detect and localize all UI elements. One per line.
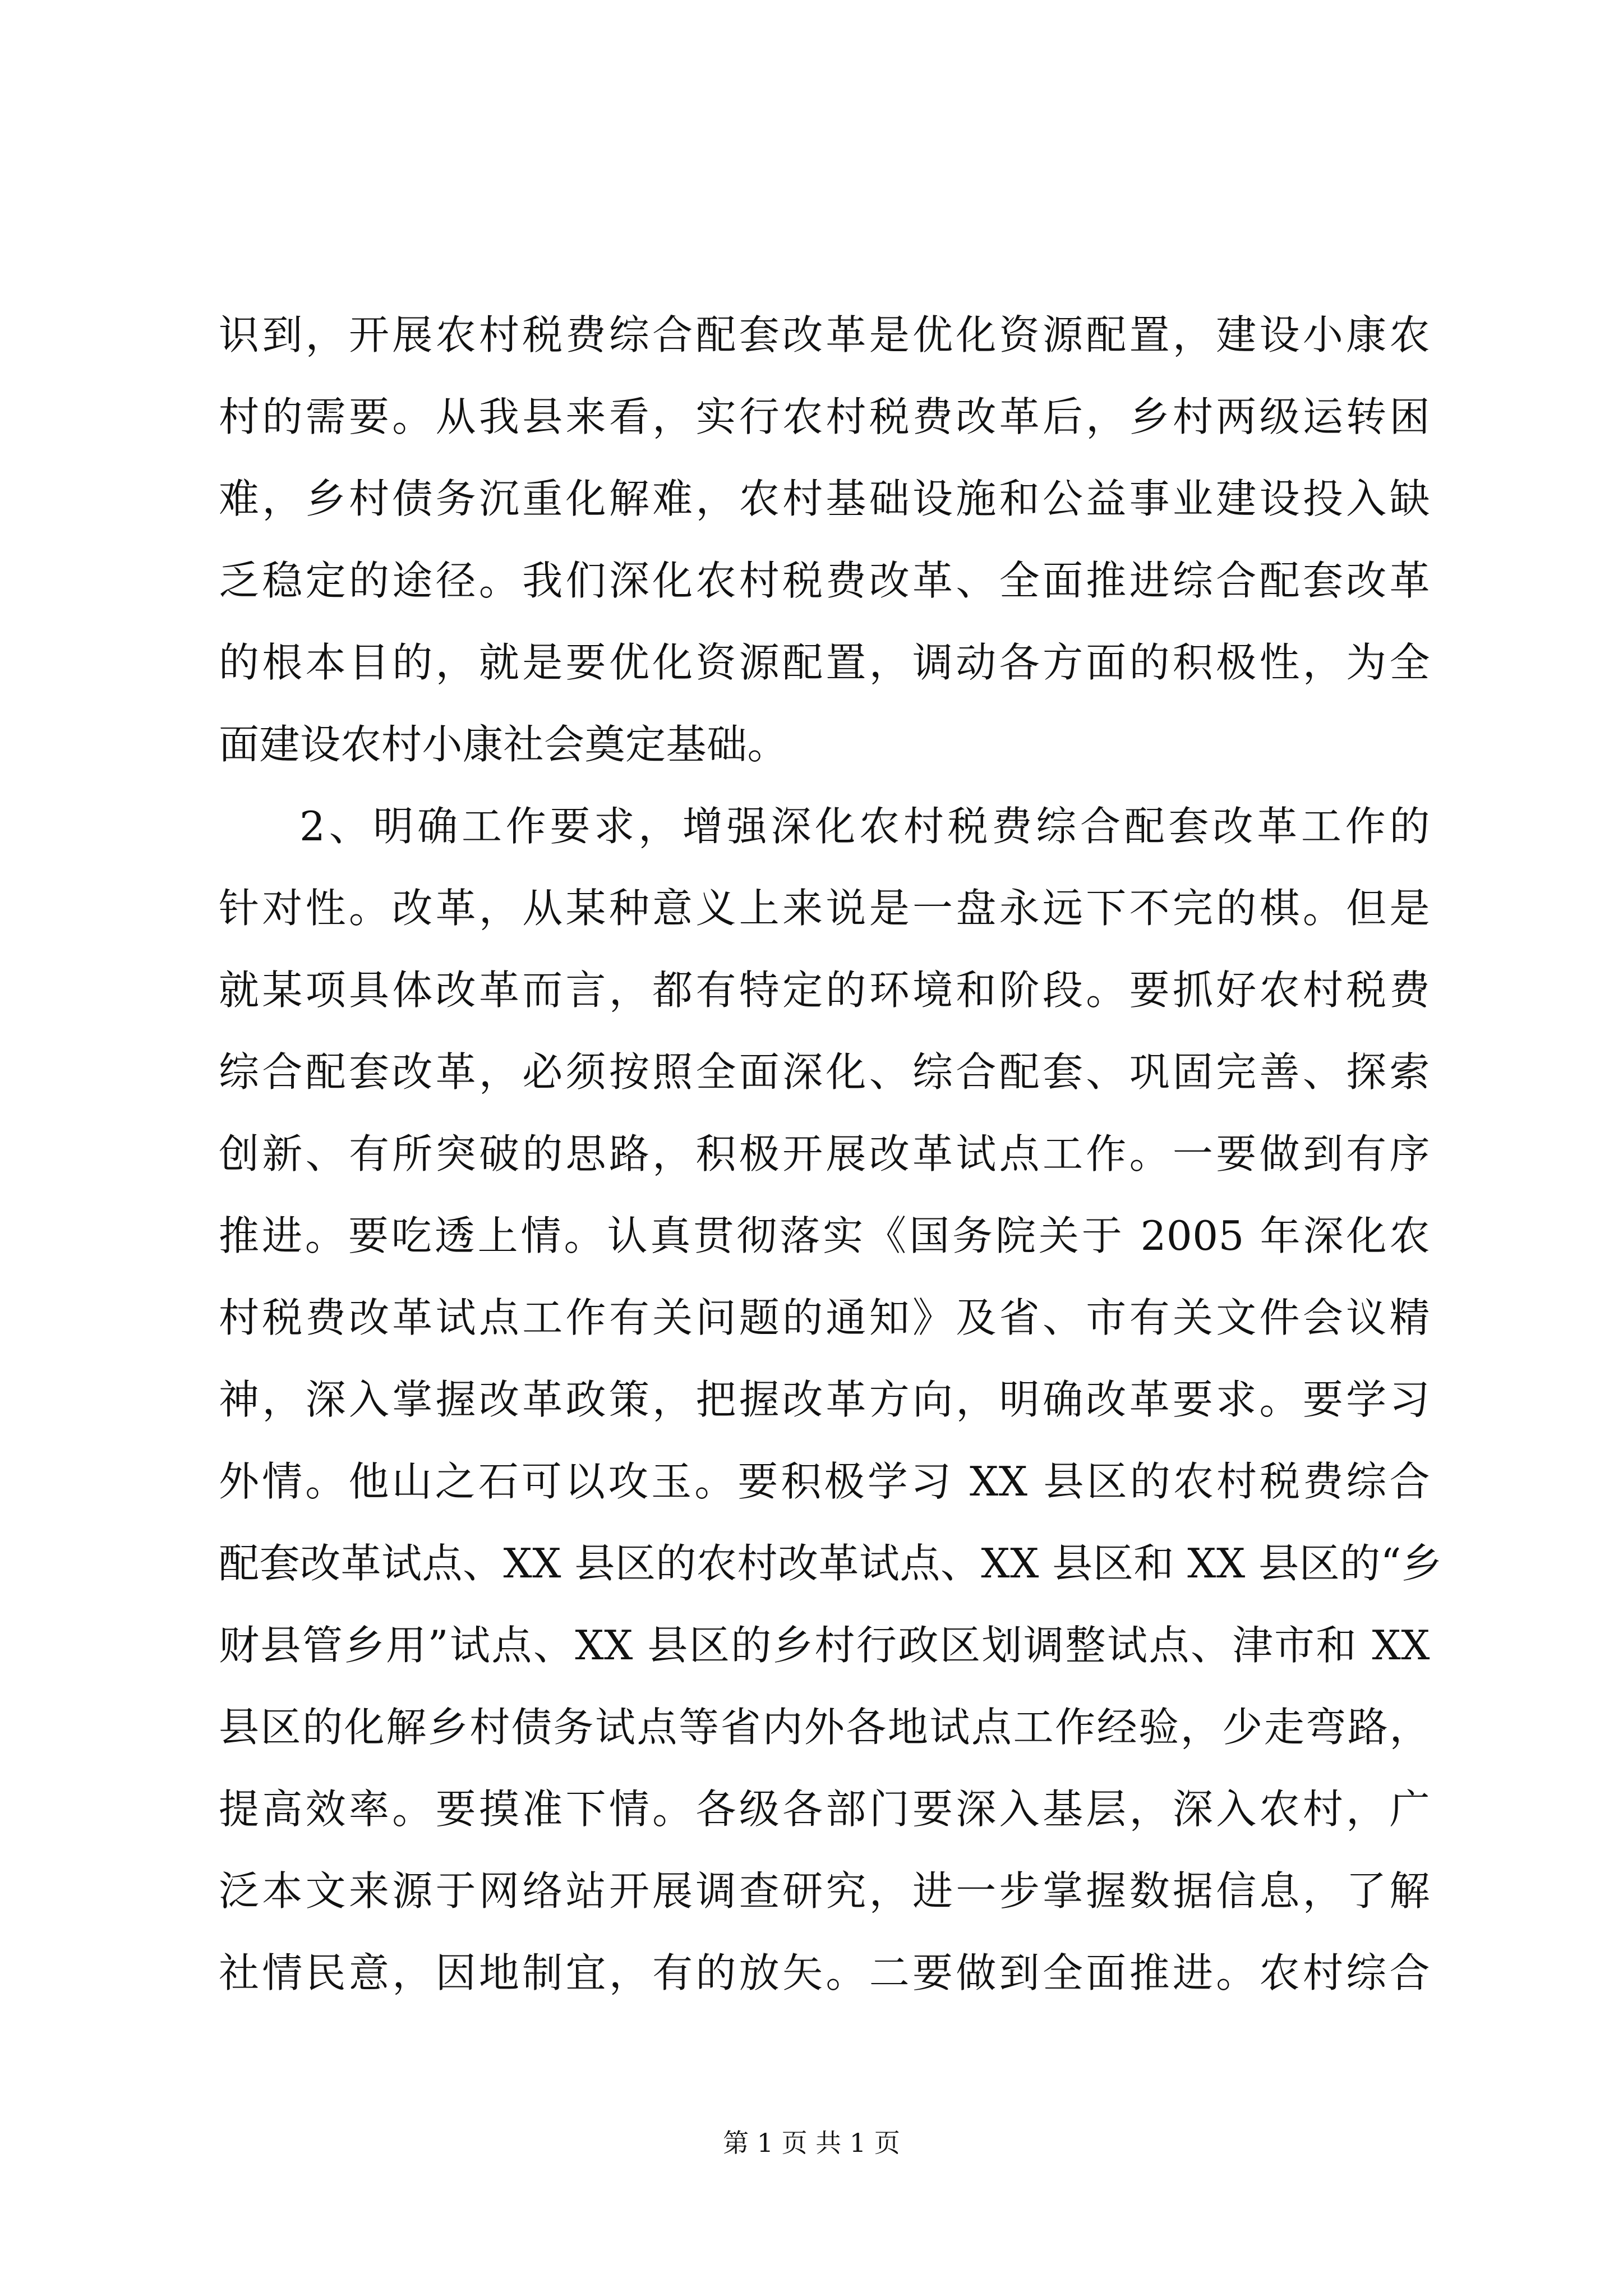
text-line: 神，深入掌握改革政策，把握改革方向，明确改革要求。要学习	[219, 1376, 1430, 1423]
text-line: 泛本文来源于网络站开展调查研究，进一步掌握数据信息，了解	[219, 1867, 1430, 1915]
text-line: 乏稳定的途径。我们深化农村税费改革、全面推进综合配套改革	[219, 557, 1430, 604]
text-line: 综合配套改革，必须按照全面深化、综合配套、巩固完善、探索	[219, 1048, 1430, 1096]
text-line: 识到，开展农村税费综合配套改革是优化资源配置，建设小康农	[219, 311, 1430, 358]
text-line: 针对性。改革，从某种意义上来说是一盘永远下不完的棋。但是	[219, 885, 1430, 932]
text-line: 财县管乡用”试点、XX 县区的乡村行政区划调整试点、津市和 XX	[219, 1622, 1430, 1669]
text-line: 村的需要。从我县来看，实行农村税费改革后，乡村两级运转困	[219, 393, 1430, 440]
text-line: 的根本目的，就是要优化资源配置，调动各方面的积极性，为全	[219, 639, 1430, 686]
text-line: 外情。他山之石可以攻玉。要积极学习 XX 县区的农村税费综合	[219, 1458, 1430, 1505]
document-body	[219, 294, 1442, 2014]
text-line: 村税费改革试点工作有关问题的通知》及省、市有关文件会议精	[219, 1294, 1430, 1341]
text-line: 就某项具体改革而言，都有特定的环境和阶段。要抓好农村税费	[219, 967, 1430, 1014]
text-line: 面建设农村小康社会奠定基础。	[219, 721, 789, 768]
page-footer: 第 1 页 共 1 页	[723, 2128, 900, 2158]
text-line: 配套改革试点、XX 县区的农村改革试点、XX 县区和 XX 县区的“乡	[219, 1540, 1442, 1587]
text-line: 2、明确工作要求，增强深化农村税费综合配套改革工作的	[299, 803, 1430, 850]
text-line: 提高效率。要摸准下情。各级各部门要深入基层，深入农村，广	[219, 1786, 1430, 1833]
text-line: 创新、有所突破的思路，积极开展改革试点工作。一要做到有序	[219, 1130, 1430, 1177]
text-line: 难，乡村债务沉重化解难，农村基础设施和公益事业建设投入缺	[219, 475, 1430, 522]
text-line: 社情民意，因地制宜，有的放矢。二要做到全面推进。农村综合	[219, 1949, 1430, 1996]
text-line: 推进。要吃透上情。认真贯彻落实《国务院关于 2005 年深化农	[219, 1212, 1430, 1259]
text-line: 县区的化解乡村债务试点等省内外各地试点工作经验，少走弯路，	[219, 1704, 1430, 1751]
